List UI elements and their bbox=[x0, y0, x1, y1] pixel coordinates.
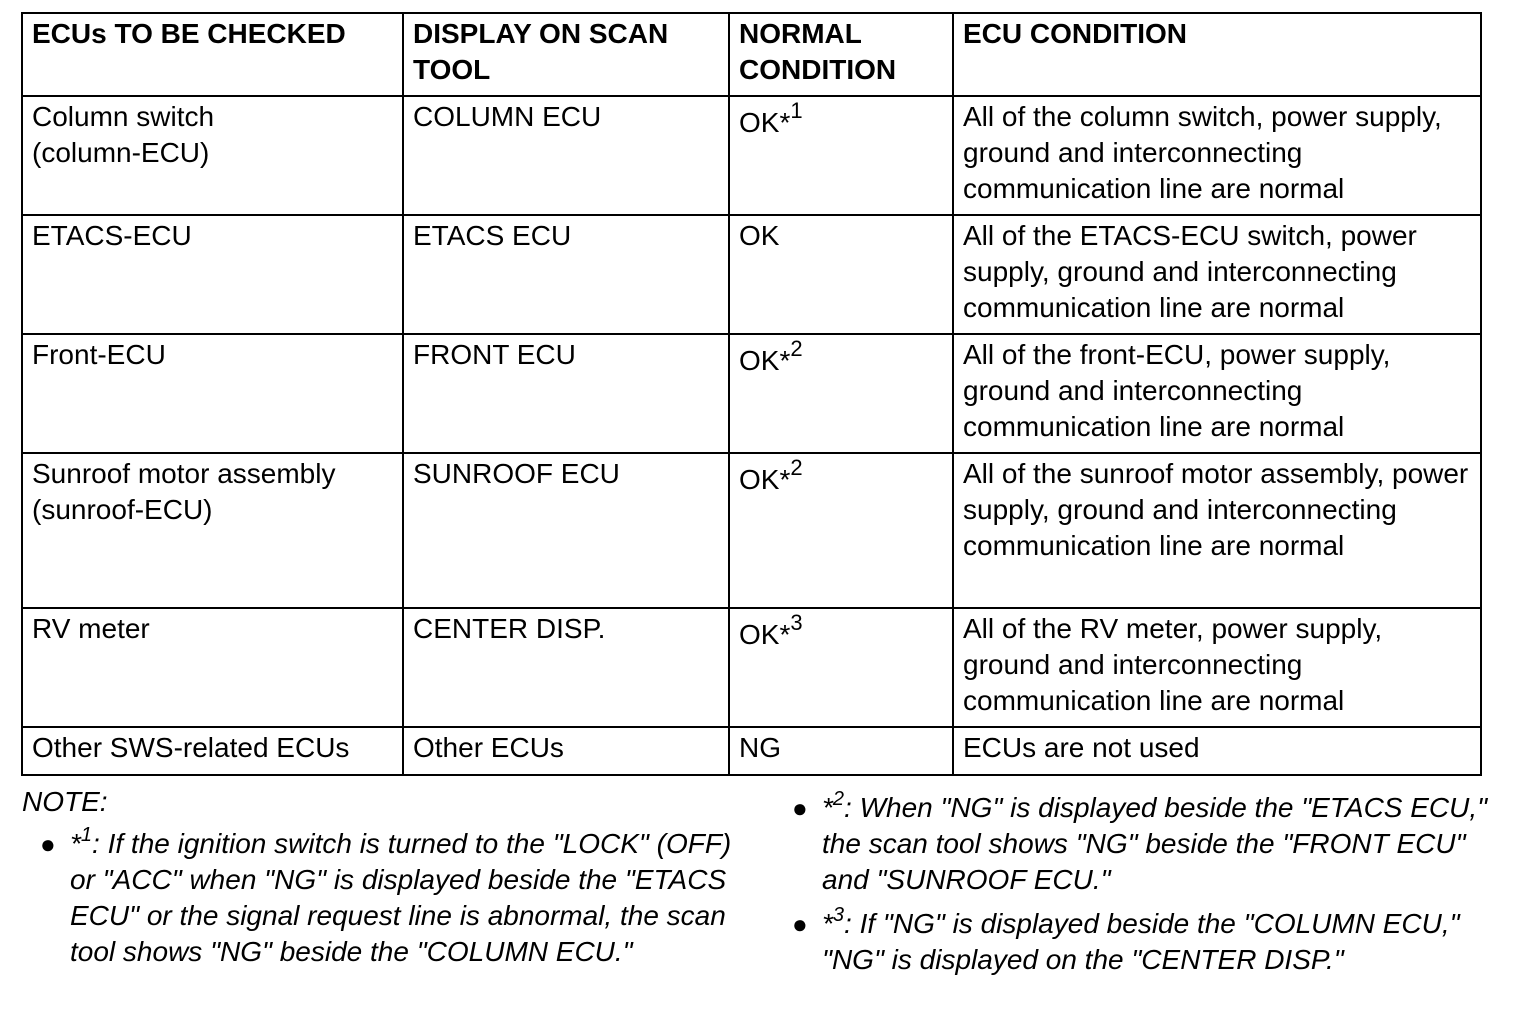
ecu-subname: (sunroof-ECU) bbox=[32, 494, 213, 525]
footnote-ref: 3 bbox=[790, 610, 803, 635]
ecu-name: ETACS-ECU bbox=[32, 220, 192, 251]
footnote-ref: 2 bbox=[790, 336, 803, 361]
note-marker: * bbox=[70, 828, 81, 859]
normal-value: NG bbox=[739, 732, 781, 763]
condition-cell: All of the front-ECU, power supply, ground and interconnecting communication line are normal bbox=[953, 334, 1481, 453]
bullet-icon: ● bbox=[792, 793, 808, 823]
bullet-icon: ● bbox=[40, 829, 56, 859]
condition-cell: All of the sunroof motor assembly, power supply, ground and interconnecting communication line are normal bbox=[953, 453, 1481, 608]
note-text: : If "NG" is displayed beside the "COLUMN ECU," "NG" is displayed on the "CENTER DISP." bbox=[822, 908, 1460, 975]
note-footnote-number: 1 bbox=[80, 824, 93, 846]
header-normal-condition: NORMAL CONDITION bbox=[729, 13, 953, 96]
note-footnote-number: 2 bbox=[832, 788, 845, 810]
normal-cell bbox=[729, 727, 953, 775]
table-row bbox=[22, 215, 1481, 334]
normal-cell bbox=[729, 334, 953, 453]
ecu-name: RV meter bbox=[32, 613, 150, 644]
normal-value: OK* bbox=[739, 345, 791, 376]
normal-cell bbox=[729, 96, 953, 215]
display-cell: FRONT ECU bbox=[403, 334, 729, 453]
table-header-row bbox=[22, 13, 1481, 96]
display-cell: CENTER DISP. bbox=[403, 608, 729, 727]
normal-cell bbox=[729, 453, 953, 608]
note-title: NOTE: bbox=[22, 786, 108, 817]
table-row bbox=[22, 727, 1481, 775]
display-cell: Other ECUs bbox=[403, 727, 729, 775]
table-row bbox=[22, 453, 1481, 608]
note-marker: * bbox=[822, 908, 833, 939]
normal-value: OK bbox=[739, 220, 780, 251]
table-row bbox=[22, 96, 1481, 215]
display-cell: ETACS ECU bbox=[403, 215, 729, 334]
ecu-cell bbox=[22, 334, 403, 453]
ecu-cell bbox=[22, 215, 403, 334]
header-ecus-to-be-checked: ECUs TO BE CHECKED bbox=[22, 13, 403, 96]
header-display-on-scan-tool: DISPLAY ON SCAN TOOL bbox=[403, 13, 729, 96]
ecu-check-table bbox=[21, 12, 1482, 776]
footnote-ref: 1 bbox=[790, 98, 803, 123]
normal-value: OK* bbox=[739, 107, 791, 138]
note-footnote-number: 3 bbox=[832, 904, 845, 926]
ecu-cell bbox=[22, 608, 403, 727]
header-ecu-condition: ECU CONDITION bbox=[953, 13, 1481, 96]
normal-cell bbox=[729, 215, 953, 334]
ecu-subname: (column-ECU) bbox=[32, 137, 210, 168]
notes-list-right bbox=[774, 790, 1514, 986]
ecu-cell bbox=[22, 453, 403, 608]
normal-value: OK* bbox=[739, 619, 791, 650]
note-item bbox=[774, 790, 1514, 898]
ecu-cell bbox=[22, 727, 403, 775]
display-cell: COLUMN ECU bbox=[403, 96, 729, 215]
ecu-cell bbox=[22, 96, 403, 215]
note-text: : When "NG" is displayed beside the "ETACS ECU," the scan tool shows "NG" beside the "FRONT ECU" and "SUNROOF ECU." bbox=[822, 792, 1488, 895]
display-cell: SUNROOF ECU bbox=[403, 453, 729, 608]
normal-cell bbox=[729, 608, 953, 727]
ecu-name: Column switch bbox=[32, 101, 215, 132]
ecu-name: Other SWS-related ECUs bbox=[32, 732, 350, 763]
condition-cell: ECUs are not used bbox=[953, 727, 1481, 775]
condition-cell: All of the RV meter, power supply, ground and interconnecting communication line are normal bbox=[953, 608, 1481, 727]
ecu-name: Front-ECU bbox=[32, 339, 166, 370]
bullet-icon: ● bbox=[792, 909, 808, 939]
note-item bbox=[774, 906, 1514, 978]
condition-cell: All of the ETACS-ECU switch, power supply, ground and interconnecting communication line are normal bbox=[953, 215, 1481, 334]
table-row bbox=[22, 334, 1481, 453]
footnote-ref: 2 bbox=[790, 455, 803, 480]
note-marker: * bbox=[822, 792, 833, 823]
note-item bbox=[22, 826, 742, 970]
note-text: : If the ignition switch is turned to the "LOCK" (OFF) or "ACC" when "NG" is displayed beside the "ETACS ECU" or the signal request line is abnormal, the scan tool shows "NG" beside the "COLUMN ECU." bbox=[70, 828, 732, 967]
notes-list-left bbox=[22, 826, 742, 978]
table-row bbox=[22, 608, 1481, 727]
condition-cell: All of the column switch, power supply, ground and interconnecting communication line are normal bbox=[953, 96, 1481, 215]
normal-value: OK* bbox=[739, 464, 791, 495]
ecu-name: Sunroof motor assembly bbox=[32, 458, 336, 489]
